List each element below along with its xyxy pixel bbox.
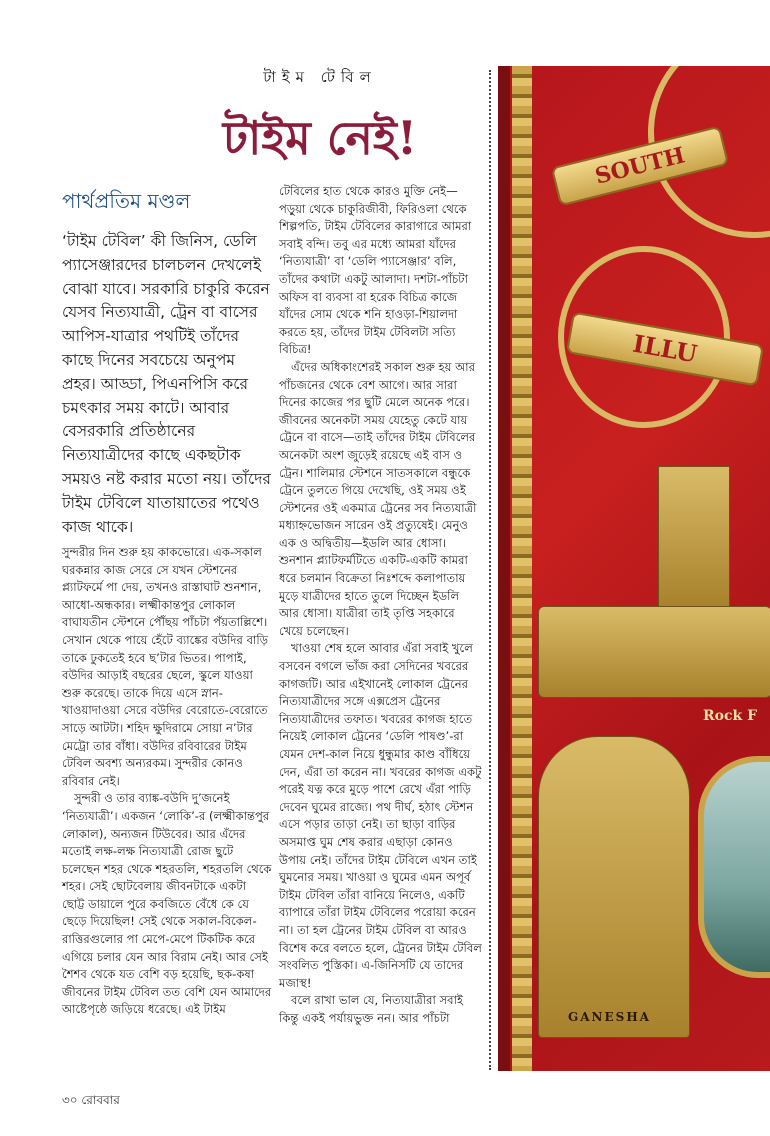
cover-caption-rock: Rock F bbox=[703, 708, 758, 724]
column-middle-para-1: টেবিলের হাত থেকে কারও মুক্তি নেই—পড়ুয়া থেকে চাকুরিজীবী, ফিরিওলা থেকে শিল্পপতি, টাইম টেবিলের কারাগারে আমরা সবাই বন্দি। তবু এর মধ্যে আমরা যাঁদের ‘নিত্যযাত্রী’ বা ‘ডেলি প্যাসেঞ্জার’ বলি, তাঁদের কথাটা একটু আলাদা। দশটা-পাঁচটা অফিস বা ব্যবসা বা হরেক বিচিত্র কাজে যাঁদের সোম থেকে শনি হাওড়া-শিয়ালদা করতে হয়, তাঁদের টাইম টেবিলটা সত্যি বিচিত্র! bbox=[279, 184, 472, 357]
kicker: টাইম টেবিল bbox=[263, 68, 377, 86]
column-middle-para-3: খাওয়া শেষ হলে আবার এঁরা সবাই খুলে বসবেন বগলে ভাঁজ করা সেদিনের খবরের কাগজটি। আর এইখানেই লোকাল ট্রেনের নিত্যযাত্রীদের সঙ্গে এক্সপ্রেস ট্রেনের নিত্যযাত্রীদের তফাত। খবরের কাগজ হাতে নিয়েই লোকাল ট্রেনের ‘ডেলি পাষণ্ড’-রা যেমন দেশ-কাল নিয়ে ধুন্ধুমার কাণ্ড বাঁধিয়ে দেন, এঁরা তা করেন না। খবরের কাগজ একটু পরেই যত্ন করে মুড়ে পাশে রেখে এঁরা পাড়ি দেবেন ঘুমের রাজ্যে। পথ দীর্ঘ, হঠাৎ স্টেশন এসে পড়ার তাড়া নেই। তা ছাড়া বাড়ির অসমাপ্ত ঘুম শেষ করার এছাড়া কোনও উপায় নেই। তাঁদের টাইম টেবিলে এখন তাই ঘুমনোর সময়। খাওয়া ও ঘুমের এমন অপূর্ব টাইম টেবিল তাঁরা বানিয়ে নিলেও, একটি ব্যাপারে তাঁরা টাইম টেবিলের পরোয়া করেন না। তা হল ট্রেনের টাইম টেবিল বা আরও বিশেষ করে বলতে হলে, ট্রেনের টাইম টেবিল সংবলিত পুস্তিকা। এ-জিনিসটি যে তাদের মজাস্থ! bbox=[279, 641, 482, 990]
column-middle-para-2: এঁদের অধিকাংশেরই সকাল শুরু হয় আর পাঁচজনের থেকে বেশ আগে। আর সারা দিনের কাজের পর ছুটি মেলে অনেক পরে। জীবনের অনেকটা সময় যেহেতু কেটে যায় ট্রেনে বা বাসে—তাই তাঁদের টাইম টেবিলের অনেকটা অংশ জুড়েই রয়েছে এই বাস ও ট্রেন। শালিমার স্টেশনে সাতসকালে বন্ধুকে ট্রেনে তুলতে গিয়ে দেখেছি, ওই সময় ওই স্টেশনের ওই একমাত্র ট্রেনের সব নিত্যযাত্রী মধ্যাহ্নভোজন সারেন ওই প্রত্যুষেই। মেনুও এক ও অদ্বিতীয়—ইডলি আর ধোসা। শুনশান প্ল্যাটফর্মটিতে একটি-একটি কামরা ধরে চলমান বিক্রেতা নিঃশব্দে কলাপাতায় মুড়ে যাত্রীদের হাতে তুলে দিচ্ছেন ইডলি আর ধোসা। যাত্রীরা তাই তৃপ্তি সহকারে খেয়ে চলেছেন। bbox=[279, 359, 477, 638]
cover-caption-ganesha: GANESHA bbox=[568, 1010, 651, 1024]
byline: পার্থপ্রতিম মণ্ডল bbox=[62, 189, 191, 213]
column-left-para-1: সুন্দরীর দিন শুরু হয় কাকভোরে। এক-সকাল ঘরকন্নার কাজ সেরে সে যখন স্টেশনের প্ল্যাটফর্মে পা দেয়, তখনও রাস্তাঘাট শুনশান, আধো-অন্ধকার। লক্ষ্মীকান্তপুর লোকাল বাঘাযতীন স্টেশনে পৌঁছয় পাঁচটা পঁয়তাল্লিশে। সেখান থেকে পায়ে হেঁটে ব্যাঙ্কের বউদির বাড়ি তাকে ঢুকতেই হবে ছ’টার ভিতর। পাপাই, বউদির আড়াই বছরের ছেলে, স্কুলে যাওয়া শুরু করেছে। তাকে দিয়ে এসে স্নান-খাওয়াদাওয়া সেরে বউদির বেরোতে-বেরোতে সাড়ে আটটা। শহিদ ক্ষুদিরামে সোয়া ন’টার মেট্রো তার বাঁধা। বউদির রবিবারের টাইম টেবিল অবশ্য অন্যরকম। সুন্দরীর কোনও রবিবার নেই। bbox=[62, 545, 268, 788]
cover-gold-border bbox=[512, 66, 532, 1071]
column-divider bbox=[489, 70, 491, 1070]
cover-castle bbox=[658, 466, 730, 608]
cover-spine-edge bbox=[498, 66, 510, 1071]
intro-paragraph: ‘টাইম টেবিল’ কী জিনিস, ডেলি প্যাসেঞ্জারদের চালচলন দেখলেই বোঝা যাবে। সরকারি চাকুরি করেন যেসব নিত্যযাত্রী, ট্রেন বা বাসের আপিস-যাত্রার পথটিই তাঁদের কাছে দিনের সবচেয়ে অনুপম প্রহর। আড্ডা, পিএনপিসি করে চমৎকার সময় কাটে। আবার বেসরকারি প্রতিষ্ঠানের নিত্যযাত্রীদের কাছে একছটাক সময়ও নষ্ট করার মতো নয়। তাঁদের টাইম টেবিলে যাতায়াতের পথেও কাজ থাকে। bbox=[62, 232, 271, 536]
folio: ৩০ রোববার bbox=[62, 1093, 120, 1107]
cover-banner-bottom: ILLU bbox=[566, 311, 764, 386]
column-middle-para-4: বলে রাখা ভাল যে, নিত্যযাত্রীরা সবাই কিন্তু একই পর্যায়ভুক্ত নন। আর পাঁচটা bbox=[279, 993, 464, 1025]
column-left bbox=[62, 544, 272, 1019]
cover-landscape bbox=[538, 606, 770, 698]
column-middle bbox=[279, 183, 482, 1028]
cover-ganesha-panel bbox=[538, 736, 690, 1038]
column-left-para-2: সুন্দরী ও তার ব্যাঙ্ক-বউদি দু’জনেই ‘নিত্যযাত্রী’। একজন ‘লোকি’-র (লক্ষ্মীকান্তপুর লোকাল), অন্যজন টিউবের। আর এঁদের মতোই লক্ষ-লক্ষ নিত্যযাত্রী রোজ ছুটে চলেছেন শহর থেকে শহরতলি, শহরতলি থেকে শহর। সেই ছোটবেলায় জীবনটাকে একটা ছোট্ট ডায়ালে পুরে কবজিতে বেঁধে কে যে ছেড়ে দিয়েছিল! সেই থেকে সকাল-বিকেল-রাত্তিরগুলোর পা মেপে-মেপে টিকটিক করে এগিয়ে চলার যেন আর বিরাম নেই। আর সেই শৈশব থেকে যত বেশি বড় হয়েছি, ছক-কষা জীবনের টাইম টেবিল তত বেশি যেন আমাদের আষ্টেপৃষ্ঠে জড়িয়ে ধরেছে। এই টাইম bbox=[62, 791, 272, 1017]
cover-banner-top: SOUTH bbox=[551, 126, 730, 207]
headline: টাইম নেই! bbox=[222, 111, 418, 165]
cover-illustration bbox=[498, 66, 770, 1071]
cover-photo-inset bbox=[698, 756, 770, 978]
